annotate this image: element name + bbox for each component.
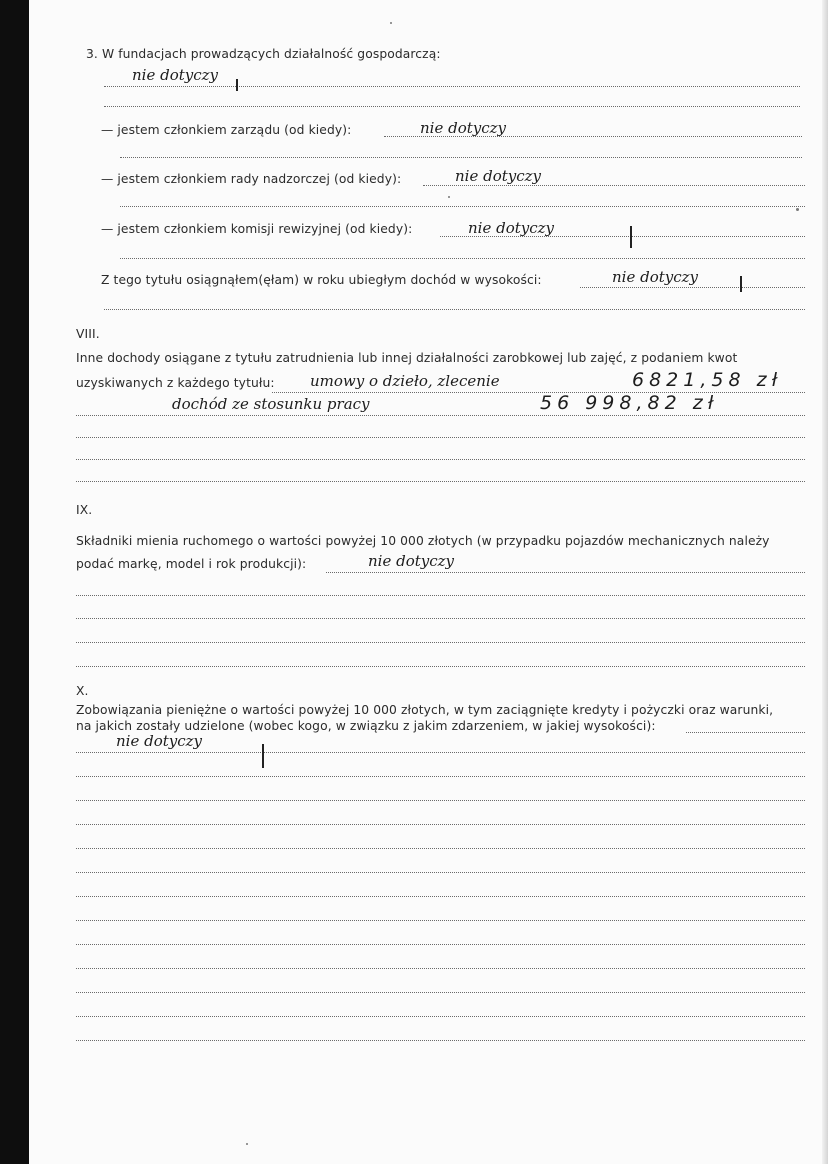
answer-line: [76, 752, 805, 753]
scan-speck: [448, 196, 450, 198]
answer-line: [76, 595, 805, 596]
answer-line: [76, 824, 805, 825]
answer-line: [423, 185, 805, 186]
answer-line: [76, 776, 805, 777]
section-10-number: X.: [76, 684, 89, 698]
handwritten-stroke: [740, 276, 742, 292]
answer-line: [76, 666, 805, 667]
answer-line: [76, 1040, 805, 1041]
section-10-description-line-1: Zobowiązania pieniężne o wartości powyżej 10 000 złotych, w tym zaciągnięte kredyty i pożyczki oraz warunki,: [76, 703, 774, 717]
answer-line: [120, 206, 805, 207]
answer-line: [120, 157, 802, 158]
answer-line: [76, 920, 805, 921]
answer-line: [76, 848, 805, 849]
scan-speck: [246, 1143, 248, 1145]
answer-line: [76, 872, 805, 873]
scan-speck: [390, 22, 392, 24]
handwritten-income-source-2: dochód ze stosunku pracy: [172, 395, 370, 413]
section-9-description: Składniki mienia ruchomego o wartości powyżej 10 000 złotych (w przypadku pojazdów mechanicznych należy: [76, 534, 770, 548]
answer-line: [104, 106, 800, 107]
supervisory-board-label: — jestem członkiem rady nadzorczej (od kiedy):: [101, 172, 402, 186]
handwritten-answer-income: nie dotyczy: [612, 268, 699, 286]
handwritten-income-amount-2: 56 998,82 zł: [540, 392, 719, 414]
answer-line: [76, 1016, 805, 1017]
answer-line: [272, 392, 805, 393]
answer-line: [76, 415, 805, 416]
handwritten-answer-board: nie dotyczy: [420, 119, 507, 137]
section-9-number: IX.: [76, 503, 93, 517]
answer-line: [76, 437, 805, 438]
scan-speck: [796, 208, 799, 211]
answer-line: [120, 258, 805, 259]
handwritten-stroke: [630, 226, 632, 248]
scan-right-edge: [822, 0, 828, 1164]
handwritten-income-source-1: umowy o dzieło, zlecenie: [310, 372, 500, 390]
section-10-description-line-2: na jakich zostały udzielone (wobec kogo, w związku z jakim zdarzeniem, w jakiej wysokości):: [76, 719, 656, 733]
answer-line: [76, 618, 805, 619]
scan-left-edge: [0, 0, 29, 1164]
answer-line: [76, 459, 805, 460]
handwritten-income-amount-1: 6821,58 zł: [632, 369, 783, 391]
answer-line: [76, 968, 805, 969]
answer-line: [76, 642, 805, 643]
handwritten-answer-audit: nie dotyczy: [468, 219, 555, 237]
section-8-number: VIII.: [76, 327, 100, 341]
handwritten-stroke: [262, 744, 264, 768]
board-member-label: — jestem członkiem zarządu (od kiedy):: [101, 123, 352, 137]
handwritten-stroke: [236, 79, 238, 91]
handwritten-answer-supervisory: nie dotyczy: [455, 167, 542, 185]
answer-line: [326, 572, 805, 573]
section-9-details-label: podać markę, model i rok produkcji):: [76, 557, 307, 571]
answer-line: [104, 309, 805, 310]
income-from-foundations-label: Z tego tytułu osiągnąłem(ęłam) w roku ubiegłym dochód w wysokości:: [101, 273, 542, 287]
answer-line: [104, 86, 800, 87]
audit-committee-label: — jestem członkiem komisji rewizyjnej (od kiedy):: [101, 222, 413, 236]
answer-line: [76, 896, 805, 897]
handwritten-answer-foundations: nie dotyczy: [132, 66, 219, 84]
handwritten-answer-movable-assets: nie dotyczy: [368, 552, 455, 570]
section-8-description: Inne dochody osiągane z tytułu zatrudnienia lub innej działalności zarobkowej lub zajęć, z podaniem kwot: [76, 351, 738, 365]
section-8-earnings-label: uzyskiwanych z każdego tytułu:: [76, 376, 275, 390]
answer-line: [580, 287, 805, 288]
answer-line: [76, 800, 805, 801]
section-3-heading: 3. W fundacjach prowadzących działalność gospodarczą:: [86, 47, 441, 61]
answer-line: [76, 992, 805, 993]
answer-line: [76, 481, 805, 482]
answer-line: [76, 944, 805, 945]
answer-line: [686, 732, 805, 733]
handwritten-answer-liabilities: nie dotyczy: [116, 732, 203, 750]
